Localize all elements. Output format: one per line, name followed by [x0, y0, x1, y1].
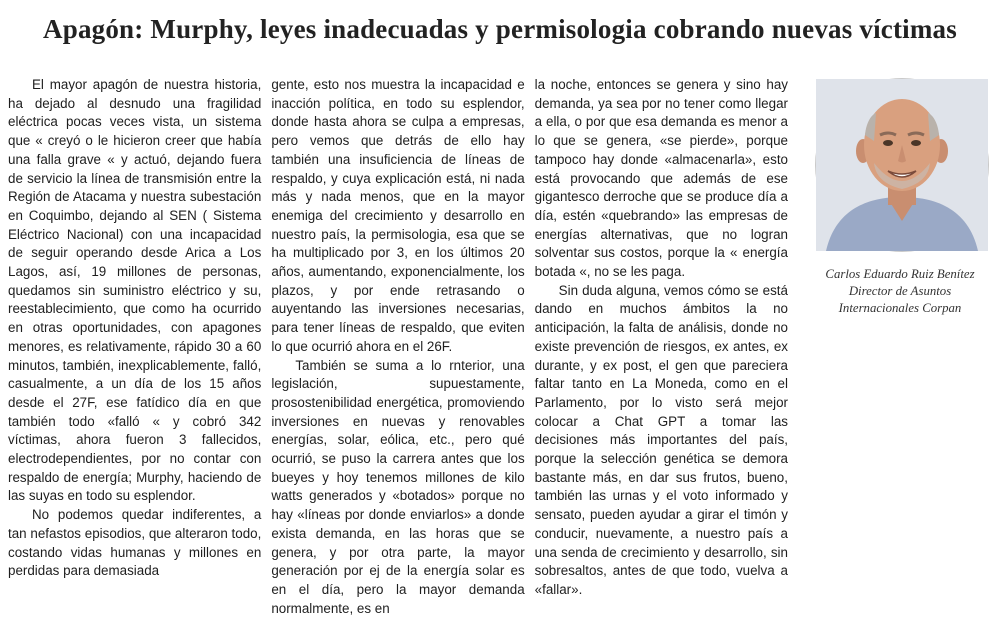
paragraph: También se suma a lo rnterior, una legislación, supuestamente, prosostenibilidad energética, promoviendo inversiones en nuevas y renovables energías, solar, eólica, etc., pero qué ocurrió, se puso la carrera antes que los bueyes y hoy tenemos millones de kilo watts generados y «botados» porque no hay «líneas por donde enviarlos» a donde exista demanda, en las horas que se genera, y por otra parte, la mayor generación por ej de la energía solar es en el día, pero la mayor demanda normalmente, es en [271, 357, 525, 616]
author-role: Director de Asuntos [848, 284, 952, 298]
author-photo [815, 78, 989, 252]
paragraph: No podemos quedar indiferentes, a tan nefastos episodios, que alteraron todo, costando vidas humanas y millones en perdidas para demasiada [8, 507, 262, 579]
author-organization: Internacionales Corpan [838, 301, 962, 315]
article-body [8, 76, 788, 616]
paragraph: la noche, entonces se genera y sino hay demanda, ya sea por no tener como llegar a ella, o por que esa demanda es menor a lo que se genera, «se pierde», porque tampoco hay donde «almacenarla», esto está provocando que además de ese gigantesco derroche que se produce día a día, estén «quebrando» las empresas de energías alternativas, que no logran solventar sus costos, porque la « energía botada «, no se les paga. [534, 77, 788, 280]
column-2 [271, 76, 525, 616]
author-name: Carlos Eduardo Ruiz Benítez [825, 267, 975, 281]
column-1 [8, 76, 261, 600]
article-headline: Apagón: Murphy, leyes inadecuadas y permisologia cobrando nuevas víctimas [43, 14, 957, 44]
column-3 [535, 76, 788, 600]
author-byline [800, 266, 1000, 317]
paragraph: gente, esto nos muestra la incapacidad e inacción política, en todo su esplendor, donde hasta ahora se culpa a empresas, pero vemos que detrás de ello hay también una insuficiencia de líneas de respaldo, y cuya explicación está, ni nada más y nada menos, que en la mayor enemiga del crecimiento y desarrollo en nuestro país, la permisologia, esa que se ha multiplicado por 3, en los últimos 20 años, aumentando, exponencialmente, los plazos, y por ende retrasando o auyentando las inversiones necesarias, para tener líneas de respaldo, que eviten lo que ocurrió ahora en el 26F. [271, 77, 525, 354]
paragraph: El mayor apagón de nuestra historia, ha dejado al desnudo una fragilidad eléctrica pocas veces vista, un sistema que « creyó o le hicieron creer que había una falla grave « y actuó, dejando fuera de servicio la línea de transmisión entre la Región de Atacama y nuestra subestación en Coquimbo, dejando al SEN ( Sistema Eléctrico Nacional) con una incapacidad de seguir operando desde Arica a Los Lagos, así, 19 millones de personas, quedamos sin suministro eléctrico y su, reestablecimiento, que como ha ocurrido en otras oportunidades, con apagones menores, es relativamente, rápido 30 a 60 minutos, también, inexplicablemente, falló, casualmente, a un día de los 15 años desde el 27F, ese fatídico día en que también todo «falló « y cobró 342 víctimas, ahora fueron 3 fallecidos, electrodependientes, por no contar con respaldo de energía; Murphy, haciendo de las suyas en todo su esplendor. [8, 77, 262, 504]
author-portrait-illustration [816, 79, 988, 251]
paragraph: Sin duda alguna, vemos cómo se está dando en muchos ámbitos la no anticipación, la falta de análisis, donde no existe prevención de riesgos, ex antes, ex durante, y ex post, el gen que pareciera faltar tanto en La Moneda, como en el Parlamento, por lo visto será mejor colocar a Chat GPT a tomar las decisiones más importantes del país, porque la selección genética se demora bastante más, en dar sus frutos, bueno, también las urnas y el voto informado y sensato, pueden ayudar a girar el timón y conducir, nuevamente, a nuestro país a una senda de crecimiento y desarrollo, sin sobresaltos, antes de que todo, vuelva a «fallar». [534, 282, 788, 597]
